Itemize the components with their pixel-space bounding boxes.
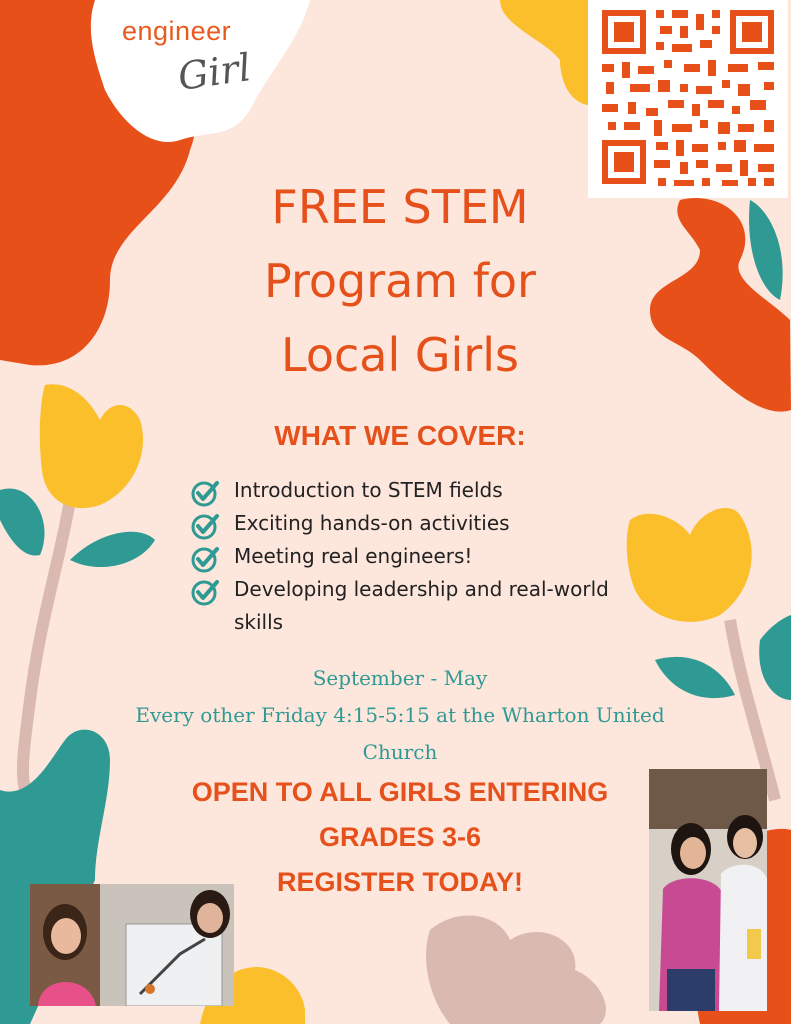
title-line-1: FREE STEM — [271, 180, 529, 234]
list-item — [190, 507, 610, 540]
register-text: REGISTER TODAY! — [276, 867, 524, 897]
checkmark-circle-icon — [190, 511, 220, 541]
checkmark-circle-icon — [190, 577, 220, 607]
list-item-text: Developing leadership and real-world skills — [234, 577, 609, 634]
teal-leaf-left-1 — [0, 488, 44, 555]
page-title — [150, 170, 650, 392]
qr-code[interactable] — [588, 0, 788, 198]
photo-two-girls — [649, 769, 767, 1011]
list-item — [190, 474, 610, 507]
teal-leaf-left-2 — [70, 532, 155, 567]
checkmark-circle-icon — [190, 544, 220, 574]
list-item-text: Introduction to STEM fields — [234, 478, 503, 502]
teal-leaf-right-2 — [759, 615, 791, 700]
tulip-flower-right — [627, 508, 752, 622]
yellow-blob-top — [500, 0, 600, 106]
logo-girl-text: Girl — [175, 45, 254, 99]
title-line-2: Program for — [264, 254, 536, 308]
title-line-3: Local Girls — [281, 328, 519, 382]
mauve-swirl-bottom — [426, 916, 606, 1024]
checkmark-circle-icon — [190, 478, 220, 508]
cover-list — [190, 474, 610, 639]
schedule-when: Every other Friday 4:15-5:15 at the Wharton United Church — [135, 703, 665, 764]
photo-illustration — [30, 884, 234, 1006]
tulip-flower-left — [40, 384, 143, 508]
logo-engineer-text: engineer — [122, 16, 232, 46]
photo-illustration — [649, 769, 767, 1011]
schedule-months: September - May — [312, 666, 488, 690]
list-item-text: Exciting hands-on activities — [234, 511, 510, 535]
photo-girls-with-project — [30, 884, 234, 1006]
teal-leaf-right-top — [749, 200, 783, 300]
qr-code-pattern — [588, 0, 788, 198]
grades-text: GRADES 3-6 — [318, 822, 482, 852]
cover-heading: WHAT WE COVER: — [274, 420, 526, 451]
list-item — [190, 573, 610, 639]
open-to-all-text: OPEN TO ALL GIRLS ENTERING — [191, 777, 609, 807]
list-item-text: Meeting real engineers! — [234, 544, 473, 568]
schedule — [100, 660, 700, 771]
list-item — [190, 540, 610, 573]
